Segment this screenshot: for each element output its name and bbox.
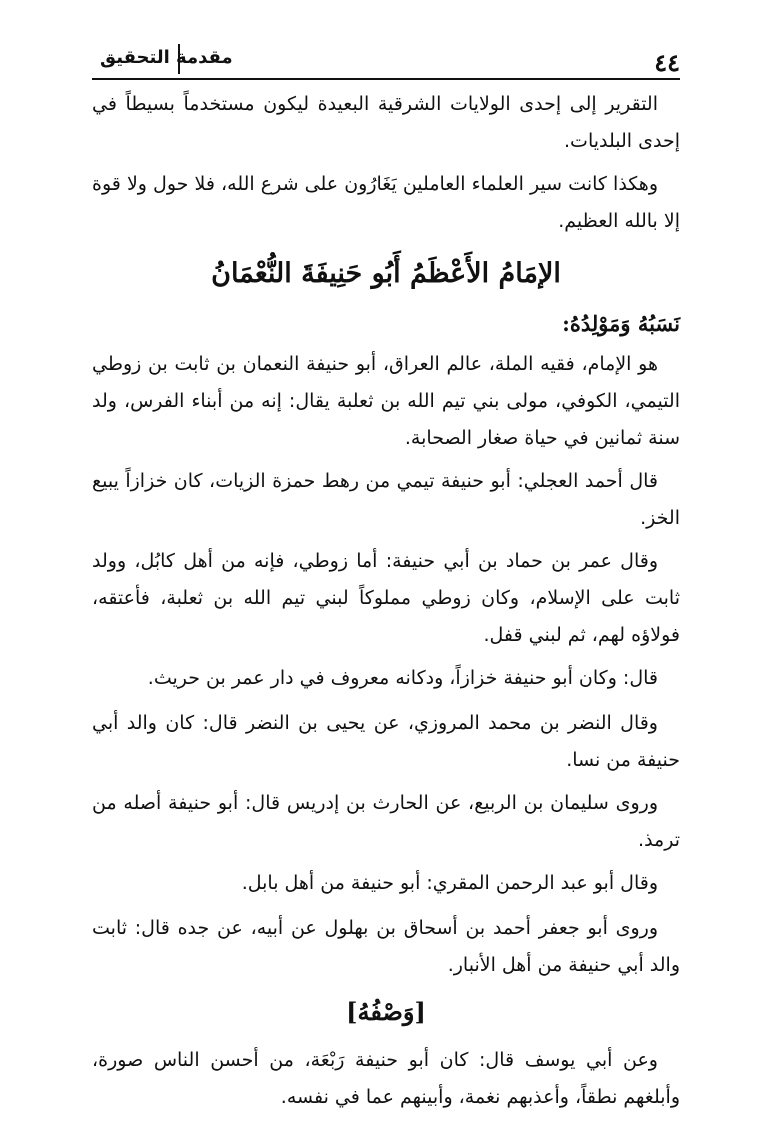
- paragraph-continuation: التقرير إلى إحدى الولايات الشرقية البعيدة ليكون مستخدماً بسيطاً في إحدى البلديات.: [92, 93, 680, 152]
- paragraph-umar: وقال عمر بن حماد بن أبي حنيفة: أما زوطي، فإنه من أهل كابُل، وولد ثابت على الإسلام، وكان زوطي مملوكاً لبني تيم الله بن ثعلبة، فأعتقه، فولاؤه لهم، ثم لبني قفل.: [92, 550, 680, 646]
- paragraph-closing: وهكذا كانت سير العلماء العاملين يَغَارُون على شرع الله، فلا حول ولا قوة إلا بالله العظيم.: [92, 173, 680, 232]
- header-rule: [92, 78, 680, 80]
- paragraph-lineage: هو الإمام، فقيه الملة، عالم العراق، أبو حنيفة النعمان بن ثابت بن زوطي التيمي، الكوفي، مولى بني تيم الله بن ثعلبة يقال: إنه من أبناء الفرس، ولد سنة ثمانين في حياة صغار الصحابة.: [92, 353, 680, 449]
- paragraph-muqri: وقال أبو عبد الرحمن المقري: أبو حنيفة من أهل بابل.: [241, 872, 658, 894]
- chapter-heading: الإمَامُ الأَعْظَمُ أَبُو حَنِيفَةَ النُّعْمَانُ: [211, 258, 561, 289]
- subheading-lineage: نَسَبُهُ وَمَوْلِدُهُ:: [562, 311, 680, 336]
- paragraph-abu-yusuf: وعن أبي يوسف قال: كان أبو حنيفة رَبْعَة، من أحسن الناس صورة، وأبلغهم نطقاً، وأعذبهم نغمة، وأبينهم عما في نفسه.: [92, 1049, 680, 1108]
- running-title: مقدمة التحقيق: [100, 47, 233, 68]
- section-heading-description: [وَصْفُهُ]: [346, 997, 426, 1026]
- paragraph-bahlul: وروى أبو جعفر أحمد بن أسحاق بن بهلول عن أبيه، عن جده قال: ثابت والد أبي حنيفة من أهل الأنبار.: [92, 917, 680, 976]
- paragraph-shop: قال: وكان أبو حنيفة خزازاً، ودكانه معروف في دار عمر بن حريث.: [147, 667, 658, 689]
- paragraph-sulayman: وروى سليمان بن الربيع، عن الحارث بن إدريس قال: أبو حنيفة أصله من ترمذ.: [92, 792, 680, 851]
- paragraph-ijli: قال أحمد العجلي: أبو حنيفة تيمي من رهط حمزة الزيات، كان خزازاً يبيع الخز.: [92, 470, 680, 529]
- page-body: [92, 86, 680, 1122]
- page-number: ٤٤: [654, 48, 680, 77]
- paragraph-nadr: وقال النضر بن محمد المروزي، عن يحيى بن النضر قال: كان والد أبي حنيفة من نسا.: [92, 712, 680, 771]
- page-header: [92, 40, 680, 78]
